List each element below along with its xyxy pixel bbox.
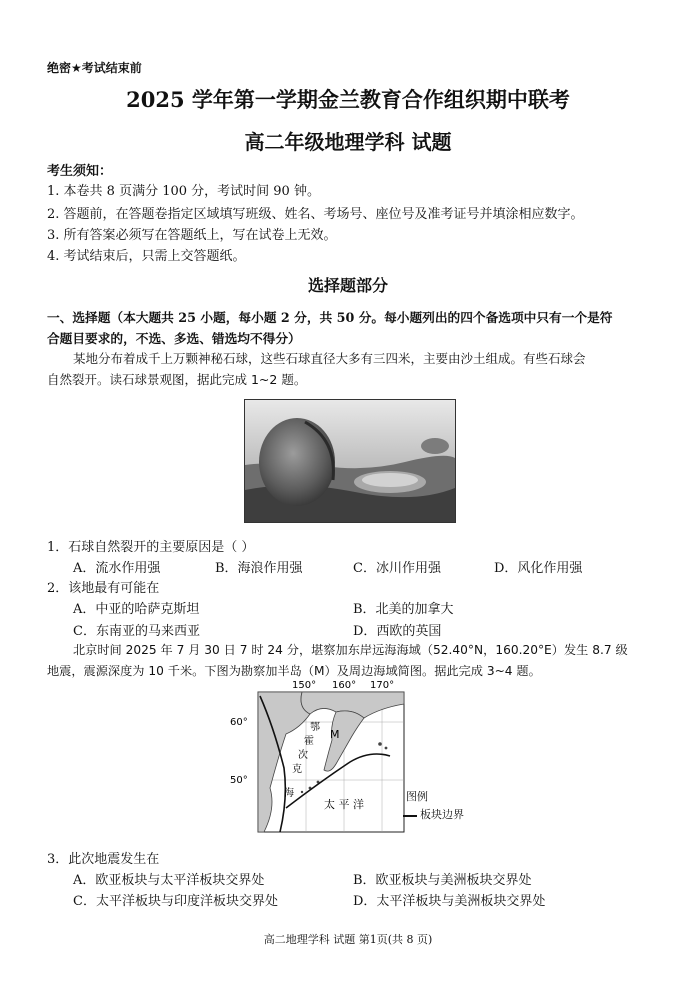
q2-option-c[interactable]: C．东南亚的马来西亚 (73, 624, 200, 639)
q2-option-b[interactable]: B．北美的加拿大 (353, 602, 454, 617)
notice-item: 1. 本卷共 8 页满分 100 分，考试时间 90 钟。 (47, 184, 320, 199)
q1-option-b[interactable]: B．海浪作用强 (215, 561, 303, 576)
lat-label: 50° (230, 775, 248, 786)
sea-char: 海 (284, 788, 294, 799)
section-heading-line2: 合题目要求的，不选、多选、错选均不得分） (47, 331, 301, 346)
stone-ball-photo (244, 399, 456, 523)
section-heading-line1: 一、选择题（本大题共 25 小题，每小题 2 分，共 50 分。每小题列出的四个备选项中只有一个是符 (47, 310, 613, 325)
lat-label: 60° (230, 717, 248, 728)
page-footer: 高二地理学科 试题 第1页(共 8 页) (263, 933, 433, 946)
lon-label: 160° (332, 680, 357, 691)
notice-heading: 考生须知： (47, 164, 113, 179)
passage-line: 北京时间 2025 年 7 月 30 日 7 时 24 分，堪察加东岸远海海域（52.40°N，160.20°E）发生 8.7 级 (73, 643, 628, 657)
sea-char: 霍 (304, 736, 314, 747)
legend-line-swatch (403, 815, 417, 817)
q1-option-d[interactable]: D．风化作用强 (494, 561, 583, 576)
section-title: 选择题部分 (307, 276, 388, 295)
q2-option-d[interactable]: D．西欧的英国 (353, 624, 442, 639)
exam-subtitle: 高二年级地理学科 试题 (244, 130, 452, 154)
sea-char: 鄂 (310, 722, 320, 733)
lon-label: 150° (292, 680, 317, 691)
passage-line: 某地分布着成千上万颗神秘石球，这些石球直径大多有三四米，主要由沙土组成。有些石球会 (73, 351, 586, 366)
question-2-stem: 2．该地最有可能在 (47, 581, 160, 596)
q3-option-a[interactable]: A．欧亚板块与太平洋板块交界处 (73, 873, 265, 888)
notice-item: 3. 所有答案必须写在答题纸上，写在试卷上无效。 (47, 228, 337, 243)
question-1-stem: 1．石球自然裂开的主要原因是（ ） (47, 540, 255, 555)
ocean-label: 太 平 洋 (324, 798, 364, 811)
q2-option-a[interactable]: A．中亚的哈萨克斯坦 (73, 602, 200, 617)
notice-item: 4. 考试结束后，只需上交答题纸。 (47, 249, 246, 264)
legend-item: 板块边界 (420, 808, 464, 821)
q3-option-b[interactable]: B．欧亚板块与美洲板块交界处 (353, 873, 532, 888)
confidential-mark: 绝密★考试结束前 (47, 61, 142, 75)
notice-item: 2. 答题前，在答题卷指定区域填写班级、姓名、考场号、座位号及准考证号并填涂相应数字。 (47, 207, 584, 222)
question-3-stem: 3．此次地震发生在 (47, 852, 160, 867)
passage-line: 地震，震源深度为 10 千米。下图为勘察加半岛（M）及周边海域简图。据此完成 3~4 题。 (47, 664, 541, 678)
kamchatka-map (230, 678, 440, 838)
q3-option-d[interactable]: D．太平洋板块与美洲板块交界处 (353, 894, 546, 909)
q1-option-c[interactable]: C．冰川作用强 (353, 561, 441, 576)
legend-title: 图例 (406, 790, 428, 803)
sea-char: 克 (292, 764, 302, 775)
passage-line: 自然裂开。读石球景观图，据此完成 1~2 题。 (47, 372, 307, 387)
q3-option-c[interactable]: C．太平洋板块与印度洋板块交界处 (73, 894, 278, 909)
q1-option-a[interactable]: A．流水作用强 (73, 561, 161, 576)
lon-label: 170° (370, 680, 395, 691)
sea-char: 次 (298, 750, 308, 761)
exam-title: 2025 学年第一学期金兰教育合作组织期中联考 (126, 87, 570, 112)
peninsula-label: M (330, 728, 340, 741)
